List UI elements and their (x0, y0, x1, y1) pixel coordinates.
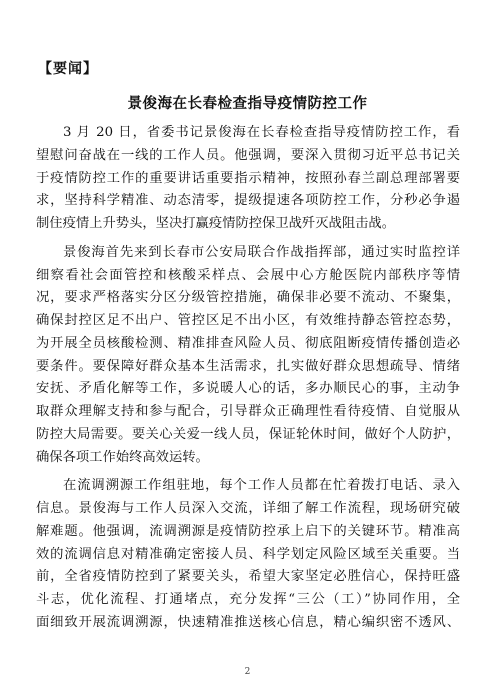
text-line: 制住疫情上升势头，坚决打赢疫情防控保卫战歼灭战阻击战。 (36, 216, 396, 231)
article-title: 景俊海在长春检查指导疫情防控工作 (127, 96, 368, 112)
paragraph-2 (36, 242, 460, 470)
text-line: 信息。景俊海与工作人员深入交流，详细了解工作流程，现场研究破 (36, 501, 460, 516)
page-number: 2 (244, 667, 251, 677)
text-line: 面细致开展流调溯源，快速精准推送核心信息，精心编织密不透风、 (36, 614, 460, 630)
text-line: 3 月 20 日，省委书记景俊海在长春检查指导疫情防控工作，看 (63, 125, 460, 140)
text-line: 效的流调信息对精准确定密接人员、科学划定风险区域至关重要。当 (36, 546, 460, 562)
text-line: 确保各项工作始终高效运转。 (36, 449, 209, 465)
text-line: 求，坚持科学精准、动态清零，提级提速各项防控工作，分秒必争遏 (36, 193, 460, 209)
text-line: 前，全省疫情防控到了紧要关头，希望大家坚定必胜信心，保持旺盛 (36, 569, 460, 585)
text-line: 防控大局需要。要关心关爱一线人员，保证轮休时间，做好个人防护， (36, 426, 460, 442)
text-line: 斗志，优化流程、打通堵点，充分发挥“三公（工）”协同作用，全 (36, 592, 460, 607)
text-line: 解难题。他强调，流调溯源是疫情防控承上启下的关键环节。精准高 (36, 523, 460, 539)
text-line: 取群众理解支持和参与配合，引导群众正确理性看待疫情、自觉服从 (36, 404, 460, 419)
section-tag: 【要闻】 (38, 61, 98, 77)
text-line: 安抚、矛盾化解等工作，多说暖人心的话，多办顺民心的事，主动争 (36, 381, 460, 397)
text-line: 在流调溯源工作组驻地，每个工作人员都在忙着拨打电话、录入 (63, 478, 460, 494)
text-line: 望慰问奋战在一线的工作人员。他强调，要深入贯彻习近平总书记关 (36, 147, 460, 163)
paragraph-1 (36, 122, 460, 236)
paragraph-3 (36, 475, 460, 634)
text-line: 要条件。要保障好群众基本生活需求，扎实做好群众思想疏导、情绪 (36, 358, 460, 374)
text-line: 况，要求严格落实分区分级管控措施，确保非必要不流动、不聚集， (36, 290, 460, 306)
text-line: 为开展全员核酸检测、精准排查风险人员、彻底阻断疫情传播创造必 (36, 335, 460, 351)
text-line: 于疫情防控工作的重要讲话重要指示精神，按照孙春兰副总理部署要 (36, 170, 460, 186)
text-line: 细察看社会面管控和核酸采样点、会展中心方舱医院内部秩序等情 (36, 267, 460, 283)
article-body (36, 122, 460, 635)
text-line: 确保封控区足不出户、管控区足不出小区，有效维持静态管控态势， (36, 313, 460, 328)
text-line: 景俊海首先来到长春市公安局联合作战指挥部，通过实时监控详 (63, 244, 460, 260)
